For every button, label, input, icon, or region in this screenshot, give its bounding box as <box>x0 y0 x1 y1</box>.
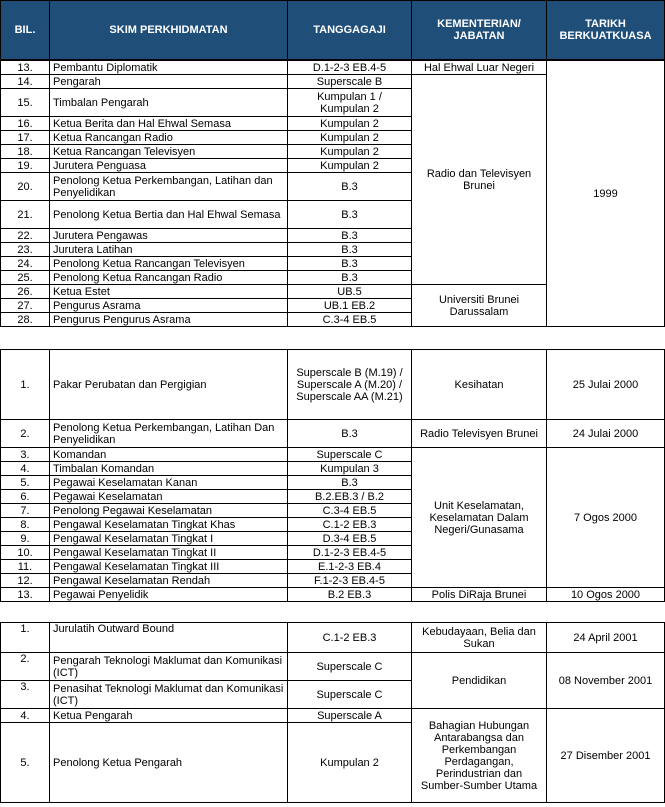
row-kementerian: Kebudayaan, Belia dan Sukan <box>412 623 547 653</box>
row-number: 13. <box>1 588 50 602</box>
row-number: 25. <box>1 271 50 285</box>
row-gaji: Kumpulan 2 <box>288 723 412 803</box>
row-skim: Pengawal Keselamatan Tingkat III <box>50 560 288 574</box>
section-1999-table <box>0 60 665 327</box>
row-skim: Pegawai Keselamatan Kanan <box>50 476 288 490</box>
row-gaji: B.3 <box>288 271 412 285</box>
row-gaji: Kumpulan 1 / Kumpulan 2 <box>288 89 412 117</box>
row-gaji: Kumpulan 3 <box>288 462 412 476</box>
row-skim: Timbalan Komandan <box>50 462 288 476</box>
row-kementerian: Unit Keselamatan, Keselamatan Dalam Negeri/Gunasama <box>412 448 547 588</box>
row-number: 7. <box>1 504 50 518</box>
row-kementerian: Hal Ehwal Luar Negeri <box>412 61 547 75</box>
row-number: 18. <box>1 145 50 159</box>
row-number: 5. <box>1 723 50 803</box>
row-skim: Pembantu Diplomatik <box>50 61 288 75</box>
row-number: 2. <box>1 420 50 448</box>
row-skim: Ketua Berita dan Hal Ehwal Semasa <box>50 117 288 131</box>
row-gaji: D.3-4 EB.5 <box>288 532 412 546</box>
row-kementerian: Bahagian Hubungan Antarabangsa dan Perkembangan Perdagangan, Perindustrian dan Sumber-Sumber Utama <box>412 709 547 803</box>
header-bil: BIL. <box>1 1 50 60</box>
row-tarikh: 1999 <box>547 61 665 327</box>
table-row <box>1 653 665 681</box>
row-number: 6. <box>1 490 50 504</box>
row-gaji: C.1-2 EB.3 <box>288 623 412 653</box>
row-tarikh: 24 Julai 2000 <box>547 420 665 448</box>
row-gaji: Kumpulan 2 <box>288 131 412 145</box>
row-kementerian: Radio Televisyen Brunei <box>412 420 547 448</box>
row-number: 10. <box>1 546 50 560</box>
row-gaji: Kumpulan 2 <box>288 145 412 159</box>
table-row <box>1 61 665 75</box>
row-kementerian: Kesihatan <box>412 350 547 420</box>
row-gaji: B.3 <box>288 476 412 490</box>
row-gaji: C.3-4 EB.5 <box>288 313 412 327</box>
row-kementerian: Polis DiRaja Brunei <box>412 588 547 602</box>
row-number: 5. <box>1 476 50 490</box>
row-skim: Ketua Estet <box>50 285 288 299</box>
row-gaji: B.2 EB.3 <box>288 588 412 602</box>
row-number: 13. <box>1 61 50 75</box>
row-tarikh: 25 Julai 2000 <box>547 350 665 420</box>
row-skim: Pengurus Pengurus Asrama <box>50 313 288 327</box>
row-gaji: B.3 <box>288 173 412 201</box>
table-row <box>1 420 665 448</box>
row-skim: Jurutera Latihan <box>50 243 288 257</box>
row-skim: Pengawal Keselamatan Rendah <box>50 574 288 588</box>
row-gaji: Superscale B (M.19) / Superscale A (M.20) / Superscale AA (M.21) <box>288 350 412 420</box>
row-skim: Pengurus Asrama <box>50 299 288 313</box>
row-number: 3. <box>1 681 50 709</box>
row-kementerian: Universiti Brunei Darussalam <box>412 285 547 327</box>
row-kementerian: Pendidikan <box>412 653 547 709</box>
section-2000-table <box>0 349 665 602</box>
row-number: 21. <box>1 201 50 229</box>
row-number: 26. <box>1 285 50 299</box>
row-skim: Penolong Ketua Rancangan Radio <box>50 271 288 285</box>
row-number: 11. <box>1 560 50 574</box>
row-gaji: C.1-2 EB.3 <box>288 518 412 532</box>
row-tarikh: 7 Ogos 2000 <box>547 448 665 588</box>
row-gaji: B.2.EB.3 / B.2 <box>288 490 412 504</box>
row-skim: Ketua Pengarah <box>50 709 288 723</box>
row-skim: Penolong Ketua Rancangan Televisyen <box>50 257 288 271</box>
row-number: 3. <box>1 448 50 462</box>
row-skim: Pengawal Keselamatan Tingkat Khas <box>50 518 288 532</box>
row-skim: Timbalan Pengarah <box>50 89 288 117</box>
row-gaji: Kumpulan 2 <box>288 159 412 173</box>
header-tanggagaji: TANGGAGAJI <box>288 1 412 60</box>
row-skim: Jurulatih Outward Bound <box>50 623 288 653</box>
row-gaji: C.3-4 EB.5 <box>288 504 412 518</box>
row-gaji: Superscale C <box>288 653 412 681</box>
row-number: 24. <box>1 257 50 271</box>
table-row <box>1 623 665 653</box>
row-kementerian: Radio dan Televisyen Brunei <box>412 75 547 285</box>
row-number: 1. <box>1 350 50 420</box>
row-gaji: Superscale A <box>288 709 412 723</box>
row-skim: Jurutera Pengawas <box>50 229 288 243</box>
table-row <box>1 350 665 420</box>
row-gaji: B.3 <box>288 229 412 243</box>
row-number: 27. <box>1 299 50 313</box>
header-table <box>0 0 665 60</box>
row-skim: Pegawai Keselamatan <box>50 490 288 504</box>
row-number: 20. <box>1 173 50 201</box>
row-gaji: B.3 <box>288 257 412 271</box>
row-skim: Penolong Ketua Perkembangan, Latihan dan Penyelidikan <box>50 173 288 201</box>
row-skim: Penasihat Teknologi Maklumat dan Komunikasi (ICT) <box>50 681 288 709</box>
row-skim: Komandan <box>50 448 288 462</box>
row-gaji: E.1-2-3 EB.4 <box>288 560 412 574</box>
row-gaji: Superscale C <box>288 681 412 709</box>
row-tarikh: 10 Ogos 2000 <box>547 588 665 602</box>
row-number: 1. <box>1 623 50 653</box>
row-skim: Pegawai Penyelidik <box>50 588 288 602</box>
table-row <box>1 588 665 602</box>
row-number: 8. <box>1 518 50 532</box>
row-number: 9. <box>1 532 50 546</box>
row-gaji: Kumpulan 2 <box>288 117 412 131</box>
row-gaji: UB.1 EB.2 <box>288 299 412 313</box>
row-skim: Pakar Perubatan dan Pergigian <box>50 350 288 420</box>
row-skim: Jurutera Penguasa <box>50 159 288 173</box>
row-number: 12. <box>1 574 50 588</box>
row-skim: Penolong Pegawai Keselamatan <box>50 504 288 518</box>
row-gaji: UB.5 <box>288 285 412 299</box>
row-skim: Pengarah Teknologi Maklumat dan Komunikasi (ICT) <box>50 653 288 681</box>
row-skim: Pengarah <box>50 75 288 89</box>
row-gaji: D.1-2-3 EB.4-5 <box>288 546 412 560</box>
row-tarikh: 08 November 2001 <box>547 653 665 709</box>
header-kementerian: KEMENTERIAN/ JABATAN <box>412 1 547 60</box>
row-number: 17. <box>1 131 50 145</box>
row-number: 22. <box>1 229 50 243</box>
row-gaji: B.3 <box>288 420 412 448</box>
header-skim: SKIM PERKHIDMATAN <box>50 1 288 60</box>
header-tarikh: TARIKH BERKUATKUASA <box>547 1 665 60</box>
row-skim: Pengawal Keselamatan Tingkat I <box>50 532 288 546</box>
row-skim: Penolong Ketua Pengarah <box>50 723 288 803</box>
row-number: 28. <box>1 313 50 327</box>
row-gaji: D.1-2-3 EB.4-5 <box>288 61 412 75</box>
row-gaji: Superscale C <box>288 448 412 462</box>
row-skim: Ketua Rancangan Radio <box>50 131 288 145</box>
row-number: 15. <box>1 89 50 117</box>
row-number: 4. <box>1 709 50 723</box>
table-row <box>1 709 665 723</box>
row-skim: Ketua Rancangan Televisyen <box>50 145 288 159</box>
row-skim: Penolong Ketua Perkembangan, Latihan Dan Penyelidikan <box>50 420 288 448</box>
row-gaji: Superscale B <box>288 75 412 89</box>
row-skim: Penolong Ketua Bertia dan Hal Ehwal Semasa <box>50 201 288 229</box>
section-2001-table <box>0 622 665 803</box>
row-tarikh: 27 Disember 2001 <box>547 709 665 803</box>
row-number: 14. <box>1 75 50 89</box>
row-number: 16. <box>1 117 50 131</box>
row-gaji: F.1-2-3 EB.4-5 <box>288 574 412 588</box>
row-number: 2. <box>1 653 50 681</box>
row-number: 23. <box>1 243 50 257</box>
row-tarikh: 24 April 2001 <box>547 623 665 653</box>
row-gaji: B.3 <box>288 201 412 229</box>
row-number: 4. <box>1 462 50 476</box>
row-gaji: B.3 <box>288 243 412 257</box>
row-number: 19. <box>1 159 50 173</box>
row-skim: Pengawal Keselamatan Tingkat II <box>50 546 288 560</box>
table-row <box>1 448 665 462</box>
